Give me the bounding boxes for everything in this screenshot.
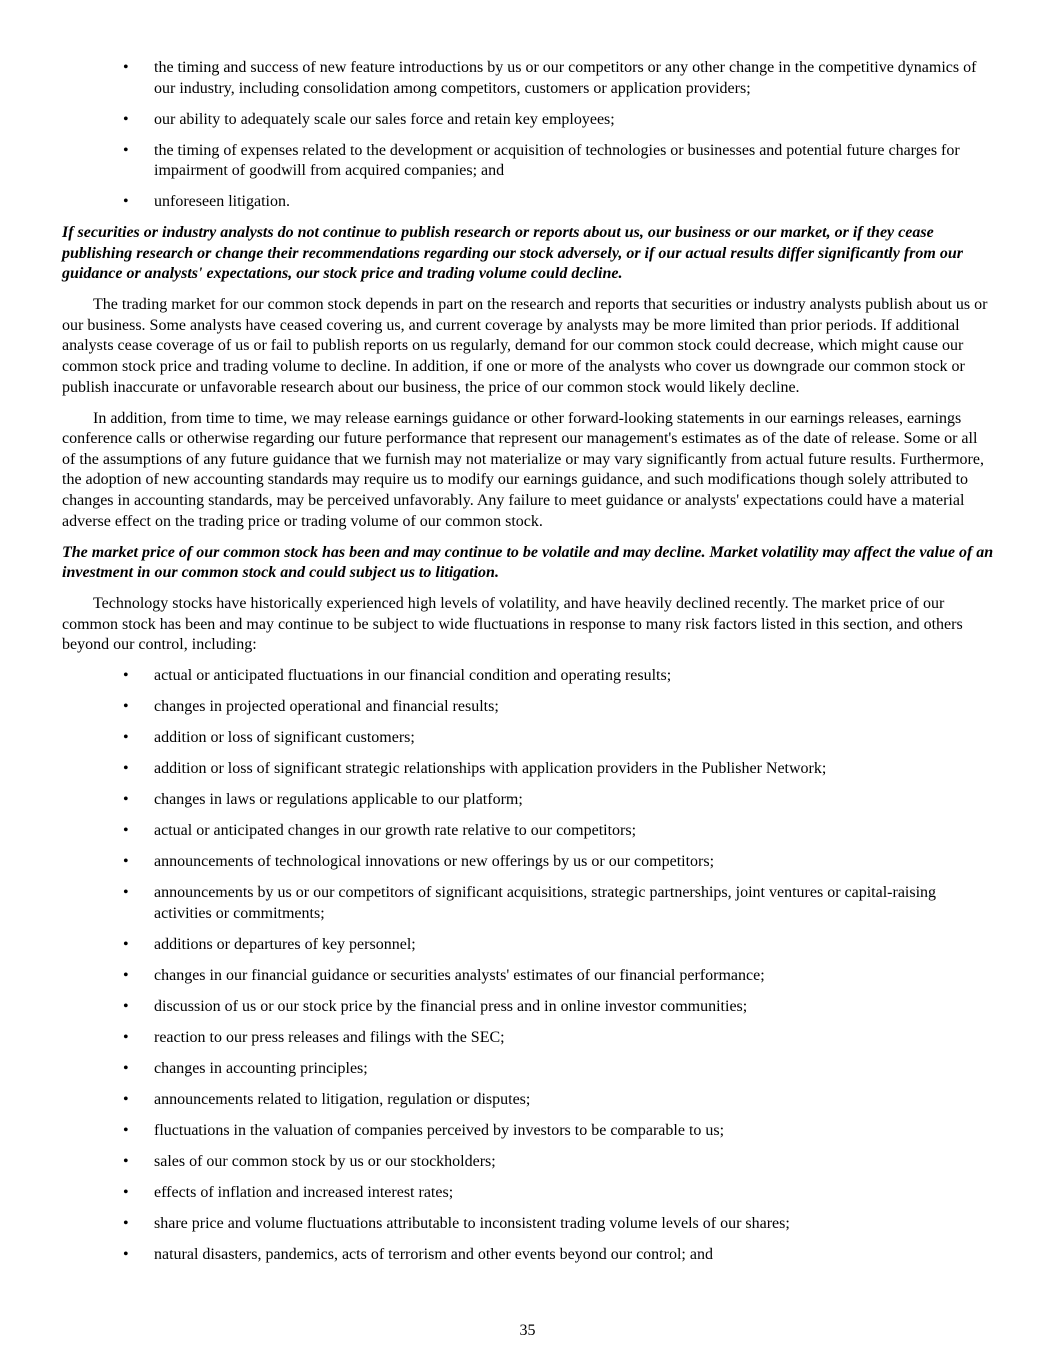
- bullet-icon: •: [123, 1028, 129, 1046]
- list-item-text: effects of inflation and increased interest rates;: [154, 1183, 454, 1201]
- list-item: [62, 966, 994, 987]
- paragraph-trading-market: The trading market for our common stock depends in part on the research and reports that securities or industry analysts publish about us or our business. Some analysts have ceased covering us, and current coverage by analysts may be more limited than prior periods. If additional analysts cease coverage of us or fail to publish reports on us regularly, demand for our common stock could decrease, which might cause our common stock price and trading volume to decline. In addition, if one or more of the analysts who cover us downgrade our common stock or publish inaccurate or unfavorable research about our business, the price of our common stock would likely decline.: [62, 296, 988, 396]
- list-item-text: addition or loss of significant customers;: [154, 729, 415, 747]
- list-item: [62, 935, 994, 956]
- document-page: [62, 58, 994, 1276]
- list-item-text: the timing and success of new feature introductions by us or our competitors or any other change in the competitive dynamics of our industry, including consolidation among competitors, customers or application providers;: [154, 59, 977, 97]
- list-item-text: discussion of us or our stock price by the financial press and in online investor communities;: [154, 997, 748, 1015]
- list-item: [62, 1245, 994, 1266]
- bullet-icon: •: [123, 667, 129, 685]
- bullet-icon: •: [123, 141, 129, 159]
- bullet-icon: •: [123, 1121, 129, 1139]
- page-number: 35: [519, 1322, 536, 1339]
- bullet-icon: •: [123, 1059, 129, 1077]
- list-item-text: additions or departures of key personnel;: [154, 935, 416, 953]
- list-item-text: the timing of expenses related to the development or acquisition of technologies or businesses and potential future charges for impairment of goodwill from acquired companies; and: [154, 141, 960, 180]
- list-item-text: announcements of technological innovations or new offerings by us or our competitors;: [154, 853, 715, 871]
- list-item: [62, 821, 994, 842]
- list-item-text: changes in our financial guidance or securities analysts' estimates of our financial performance;: [154, 966, 765, 984]
- list-item-text: reaction to our press releases and filings with the SEC;: [154, 1028, 505, 1046]
- bullet-icon: •: [123, 698, 129, 716]
- list-item-text: sales of our common stock by us or our stockholders;: [154, 1152, 496, 1170]
- bullet-icon: •: [123, 997, 129, 1015]
- list-item: [62, 110, 994, 131]
- list-item: [62, 666, 994, 687]
- bullet-icon: •: [123, 1090, 129, 1108]
- bullet-icon: •: [123, 729, 129, 747]
- bullet-icon: •: [123, 966, 129, 984]
- list-item-text: announcements related to litigation, regulation or disputes;: [154, 1090, 531, 1108]
- paragraph-earnings-guidance: In addition, from time to time, we may release earnings guidance or other forward-looking statements in our earnings releases, earnings conference calls or otherwise regarding our future performance that represent our management's estimates as of the date of release. Some or all of the assumptions of any future guidance that we furnish may not materialize or may vary significantly from actual future results. Furthermore, the adoption of new accounting standards may require us to modify our earnings guidance, and such modifications though solely attributed to changes in accounting standards, may be perceived unfavorably. Any failure to meet guidance or analysts' expectations could have a material adverse effect on the trading price or trading volume of our common stock.: [62, 409, 984, 530]
- bullet-icon: •: [123, 59, 129, 76]
- paragraph-technology-stocks: Technology stocks have historically experienced high levels of volatility, and have heavily declined recently. The market price of our common stock has been and may continue to be subject to wide fluctuations in response to many risk factors listed in this section, and others beyond our control, including:: [62, 595, 963, 654]
- list-item-text: share price and volume fluctuations attributable to inconsistent trading volume levels of our shares;: [154, 1214, 790, 1232]
- bullet-icon: •: [123, 1214, 129, 1232]
- list-item: [62, 997, 994, 1018]
- bullet-list-top: [62, 58, 994, 213]
- list-item-text: actual or anticipated changes in our growth rate relative to our competitors;: [154, 822, 637, 840]
- bullet-list-risk-factors: [62, 666, 994, 1265]
- list-item-text: our ability to adequately scale our sales force and retain key employees;: [154, 110, 615, 128]
- list-item: [62, 141, 994, 182]
- list-item-text: changes in laws or regulations applicable to our platform;: [154, 791, 523, 809]
- list-item: [62, 1121, 994, 1142]
- list-item-text: natural disasters, pandemics, acts of terrorism and other events beyond our control; and: [154, 1245, 713, 1263]
- list-item-text: fluctuations in the valuation of companies perceived by investors to be comparable to us;: [154, 1121, 725, 1139]
- list-item-text: changes in accounting principles;: [154, 1059, 368, 1077]
- bullet-icon: •: [123, 853, 129, 871]
- list-item: [62, 759, 994, 780]
- list-item: [62, 883, 994, 924]
- bullet-icon: •: [123, 110, 129, 128]
- list-item: [62, 1152, 994, 1173]
- bullet-icon: •: [123, 1245, 129, 1263]
- list-item: [62, 1183, 994, 1204]
- bullet-icon: •: [123, 1152, 129, 1170]
- list-item: [62, 790, 994, 811]
- list-item: [62, 1028, 994, 1049]
- section-heading-analysts: If securities or industry analysts do not continue to publish research or reports about us, our business or our market, or if they cease publishing research or change their recommendations regarding our stock adversely, or if our actual results differ significantly from our guidance or analysts' expectations, our stock price and trading volume could decline.: [62, 224, 963, 283]
- list-item-text: changes in projected operational and financial results;: [154, 698, 499, 716]
- bullet-icon: •: [123, 1183, 129, 1201]
- list-item: [62, 728, 994, 749]
- list-item: [62, 1090, 994, 1111]
- list-item: [62, 1059, 994, 1080]
- list-item: [62, 697, 994, 718]
- list-item-text: unforeseen litigation.: [154, 193, 290, 211]
- bullet-icon: •: [123, 193, 129, 211]
- bullet-icon: •: [123, 822, 129, 840]
- list-item: [62, 1214, 994, 1235]
- bullet-icon: •: [123, 791, 129, 809]
- section-heading-volatility: The market price of our common stock has been and may continue to be volatile and may decline. Market volatility may affect the value of an investment in our common stock and could subject us to litigation.: [62, 543, 994, 582]
- list-item-text: announcements by us or our competitors of significant acquisitions, strategic partnerships, joint ventures or capital-raising activities or commitments;: [154, 884, 937, 922]
- list-item-text: actual or anticipated fluctuations in our financial condition and operating results;: [154, 667, 672, 685]
- bullet-icon: •: [123, 884, 129, 902]
- list-item: [62, 58, 994, 99]
- list-item-text: addition or loss of significant strategic relationships with application providers in the Publisher Network;: [154, 760, 827, 778]
- bullet-icon: •: [123, 935, 129, 953]
- list-item: [62, 192, 994, 213]
- list-item: [62, 852, 994, 873]
- bullet-icon: •: [123, 760, 129, 778]
